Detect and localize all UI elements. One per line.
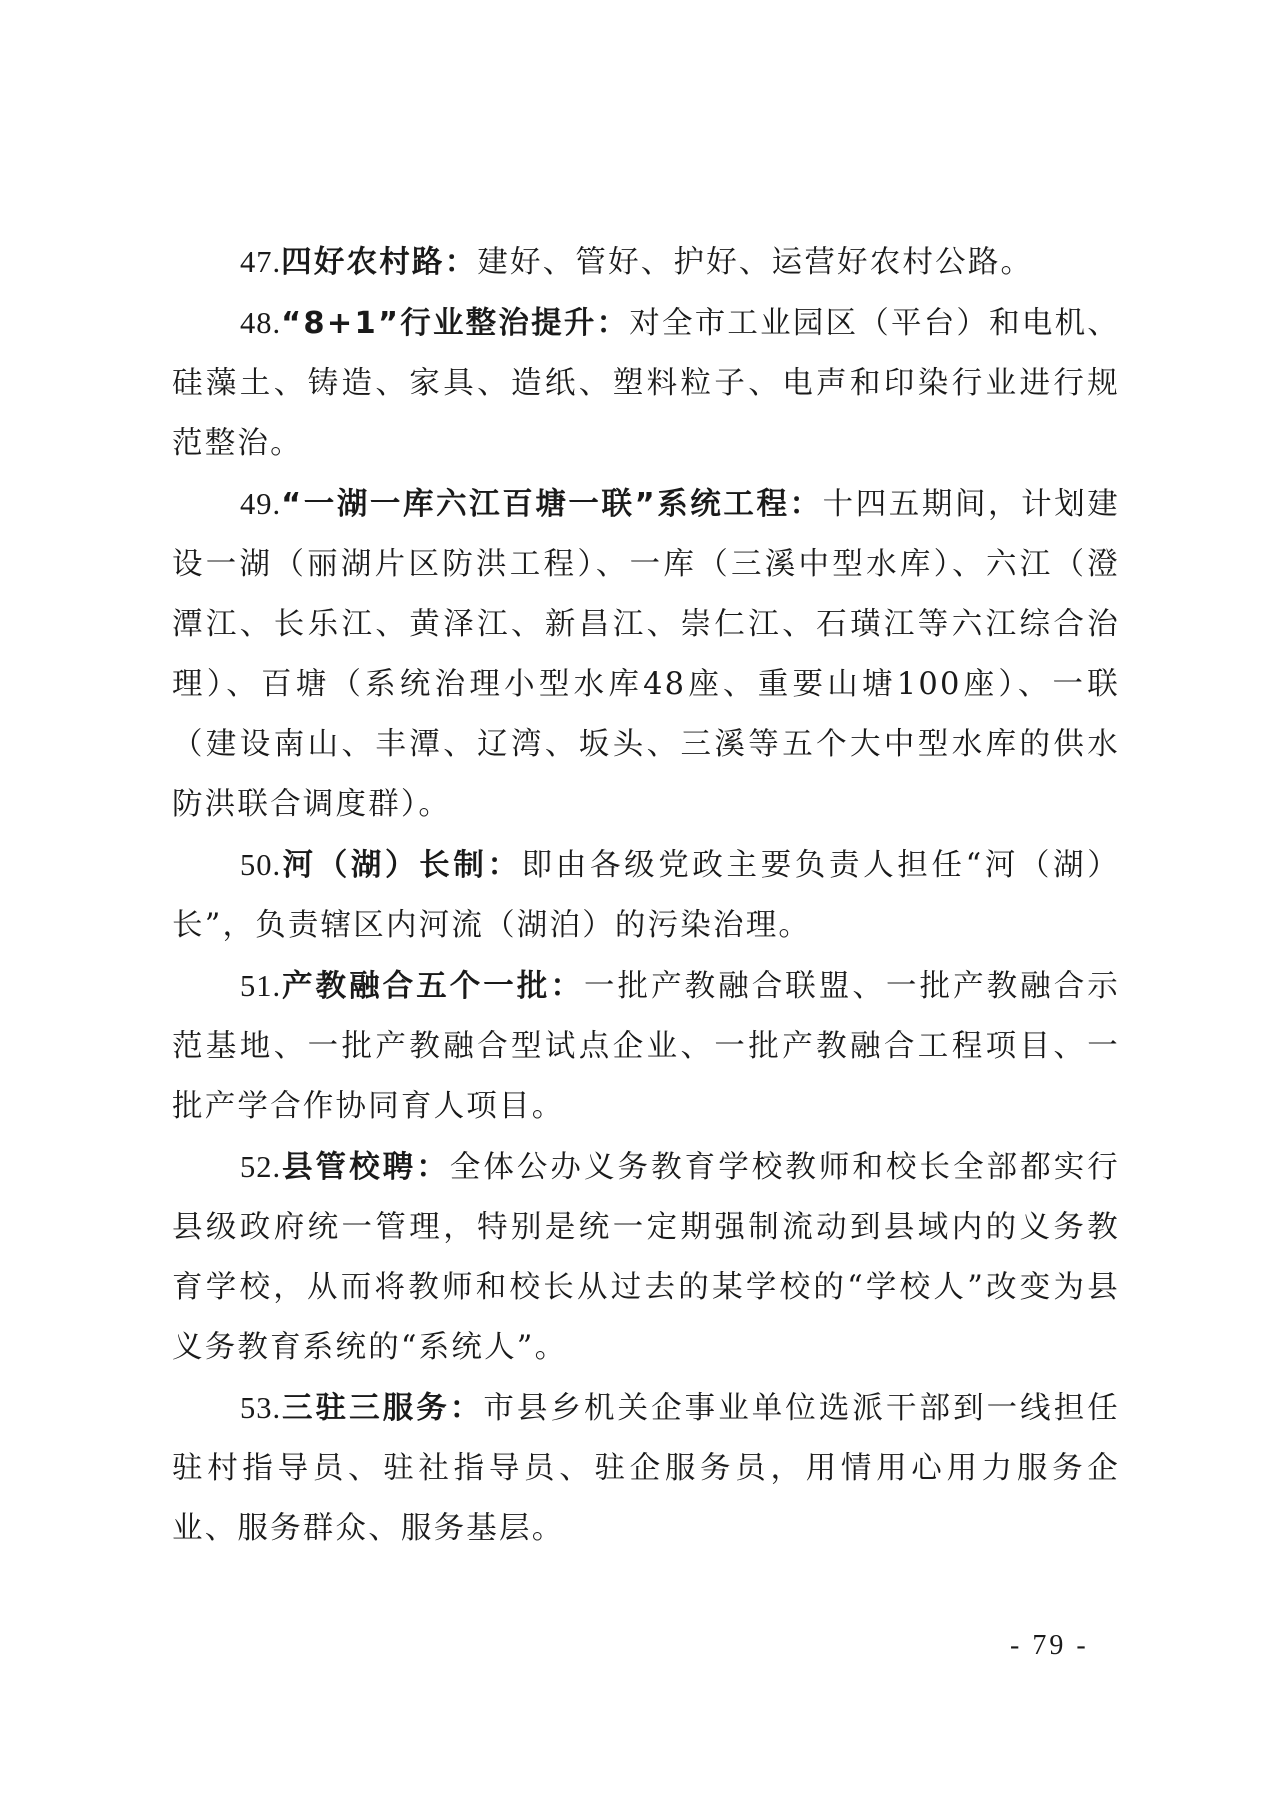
item-term: 三驻三服务： [281, 1391, 484, 1426]
glossary-item-49 [172, 474, 1120, 835]
item-definition: 对全市工业园区（平台）和电机、硅藻土、铸造、家具、造纸、塑料粒子、电声和印染行业进行规范整治。 [172, 306, 1121, 461]
item-definition: 一批产教融合联盟、一批产教融合示范基地、一批产教融合型试点企业、一批产教融合工程项目、一批产学合作协同育人项目。 [172, 969, 1120, 1124]
item-definition: 即由各级党政主要负责人担任“河（湖）长”，负责辖区内河流（湖泊）的污染治理。 [172, 848, 1120, 943]
item-term: “一湖一库六江百塘一联”系统工程： [281, 487, 823, 522]
item-number: 48. [240, 306, 282, 340]
item-number: 49. [240, 487, 282, 521]
item-number: 47. [240, 245, 282, 279]
item-number: 50. [240, 848, 282, 882]
item-term: 县管校聘： [281, 1150, 450, 1185]
glossary-item-53 [172, 1378, 1120, 1559]
item-term: 产教融合五个一批： [281, 969, 584, 1004]
item-term: 四好农村路： [281, 245, 478, 280]
item-definition: 建好、管好、护好、运营好农村公路。 [477, 245, 1034, 280]
item-term: “8+1”行业整治提升： [281, 306, 630, 341]
glossary-item-48 [172, 293, 1120, 474]
item-number: 53. [240, 1391, 282, 1425]
glossary-item-50 [172, 835, 1120, 956]
item-definition: 全体公办义务教育学校教师和校长全部都实行县级政府统一管理，特别是统一定期强制流动到县域内的义务教育学校，从而将教师和校长从过去的某学校的“学校人”改变为县义务教育系统的“系统人”。 [172, 1150, 1121, 1365]
page-number: - 79 - [1010, 1630, 1089, 1661]
glossary-item-47 [172, 232, 1120, 293]
glossary-list [172, 232, 1120, 1559]
item-definition: 市县乡机关企事业单位选派干部到一线担任驻村指导员、驻社指导员、驻企服务员，用情用心用力服务企业、服务群众、服务基层。 [172, 1391, 1120, 1546]
item-definition: 十四五期间，计划建设一湖（丽湖片区防洪工程）、一库（三溪中型水库）、六江（澄潭江、长乐江、黄泽江、新昌江、崇仁江、石璜江等六江综合治理）、百塘（系统治理小型水库48座、重要山塘100座）、一联（建设南山、丰潭、辽湾、坂头、三溪等五个大中型水库的供水防洪联合调度群）。 [172, 487, 1120, 822]
item-number: 51. [240, 969, 282, 1003]
item-number: 52. [240, 1150, 282, 1184]
glossary-item-51 [172, 956, 1120, 1137]
item-term: 河（湖）长制： [281, 848, 522, 883]
glossary-item-52 [172, 1137, 1120, 1378]
